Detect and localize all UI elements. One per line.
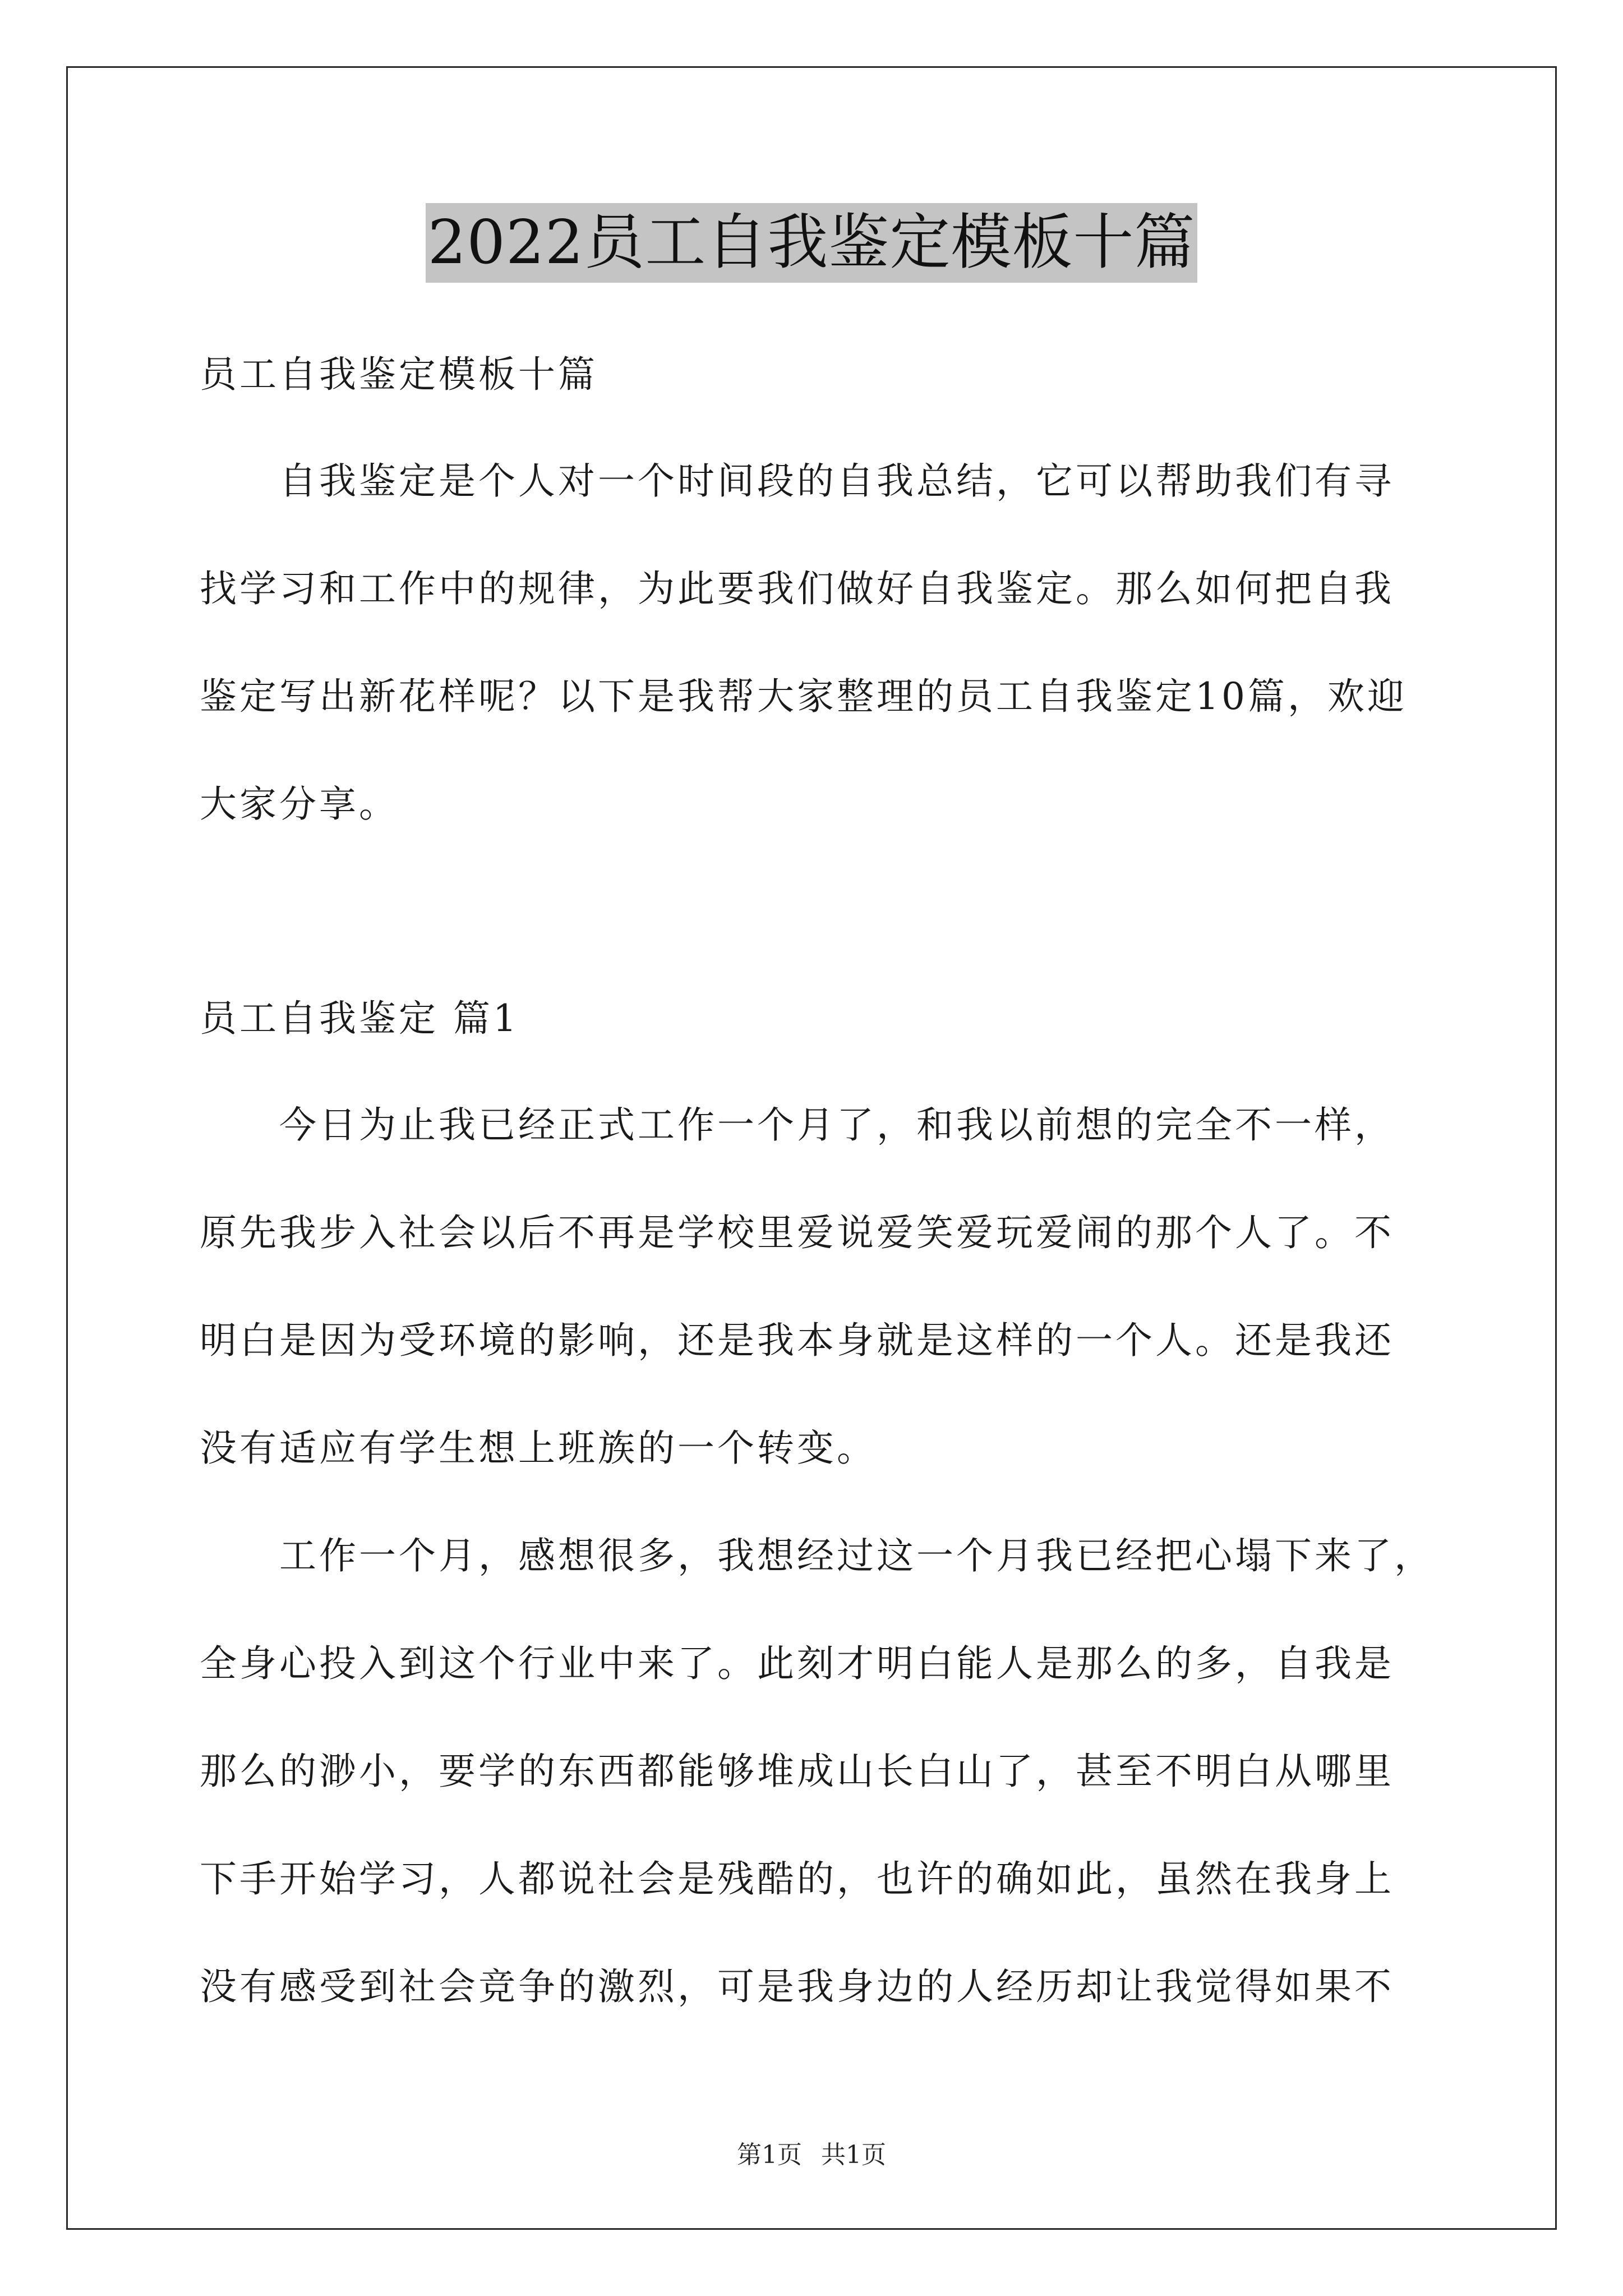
paragraph-line: 明白是因为受环境的影响，还是我本身就是这样的一个人。还是我还 — [200, 1319, 1394, 1362]
paragraph-line: 下手开始学习，人都说社会是残酷的，也许的确如此，虽然在我身上 — [200, 1857, 1394, 1901]
intro-line: 鉴定写出新花样呢？以下是我帮大家整理的员工自我鉴定10篇，欢迎 — [200, 675, 1407, 718]
section-heading: 员工自我鉴定 篇1 — [200, 997, 519, 1040]
paragraph-line: 今日为止我已经正式工作一个月了，和我以前想的完全不一样， — [279, 1103, 1394, 1147]
section1-paragraph-1 — [200, 1098, 1433, 1475]
page-total: 共1页 — [821, 2141, 886, 2169]
document-title: 2022员工自我鉴定模板十篇 — [426, 203, 1198, 283]
page-footer — [0, 2138, 1623, 2172]
paragraph-line: 没有适应有学生想上班族的一个转变。 — [200, 1427, 877, 1470]
paragraph-line: 工作一个月，感想很多，我想经过这一个月我已经把心塌下来了， — [279, 1534, 1434, 1577]
section1-paragraph-2 — [200, 1529, 1433, 2014]
intro-line: 找学习和工作中的规律，为此要我们做好自我鉴定。那么如何把自我 — [200, 567, 1394, 610]
intro-line: 自我鉴定是个人对一个时间段的自我总结，它可以帮助我们有寻 — [279, 459, 1394, 503]
paragraph-line: 原先我步入社会以后不再是学校里爱说爱笑爱玩爱闹的那个人了。不 — [200, 1211, 1394, 1254]
document-body — [200, 314, 1433, 2014]
document-subtitle: 员工自我鉴定模板十篇 — [200, 353, 598, 396]
intro-line: 大家分享。 — [200, 783, 399, 826]
paragraph-line: 那么的渺小，要学的东西都能够堆成山长白山了，甚至不明白从哪里 — [200, 1750, 1394, 1793]
title-block — [0, 203, 1623, 283]
paragraph-line: 没有感受到社会竞争的激烈，可是我身边的人经历却让我觉得如果不 — [200, 1965, 1394, 2008]
intro-paragraph — [200, 454, 1433, 831]
page-number: 第1页 — [737, 2141, 802, 2169]
paragraph-line: 全身心投入到这个行业中来了。此刻才明白能人是那么的多，自我是 — [200, 1642, 1394, 1685]
